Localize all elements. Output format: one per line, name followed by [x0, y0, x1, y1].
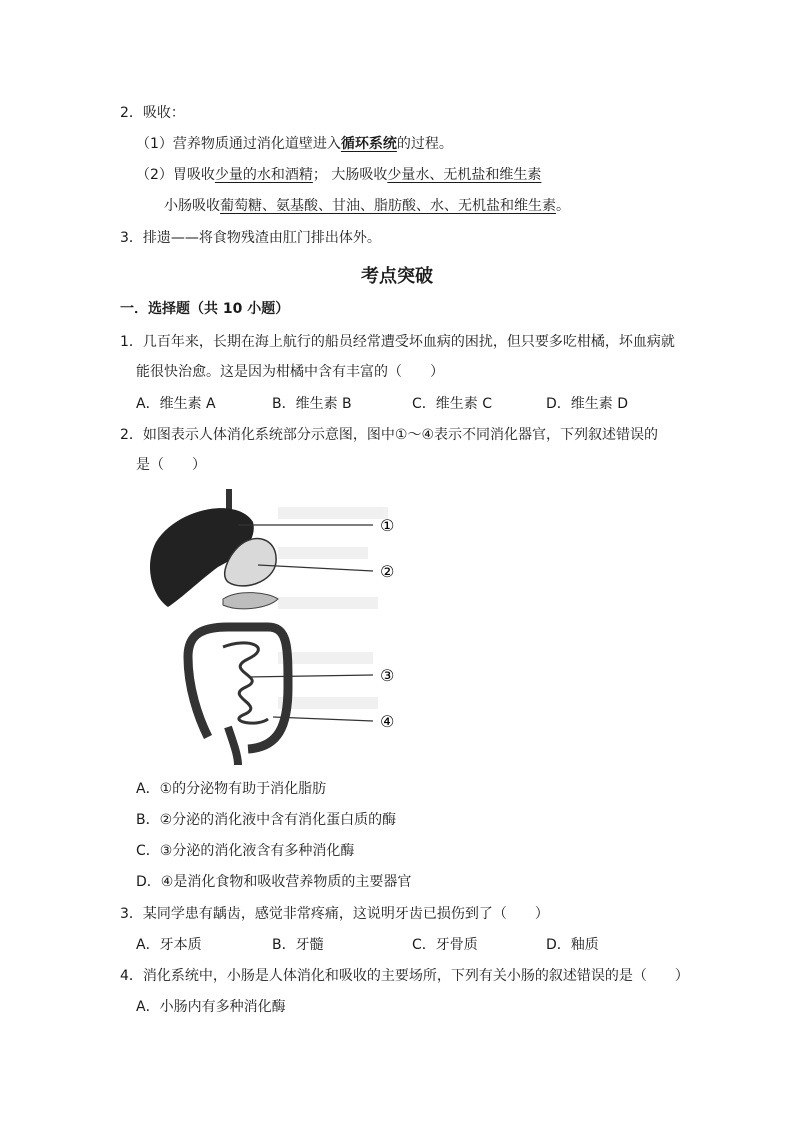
absorption-point-1	[136, 134, 453, 154]
label-4: ④	[380, 712, 395, 731]
pancreas-shape	[223, 593, 278, 609]
q1-line2: 能很快治愈。这是因为柑橘中含有丰富的（ ）	[136, 364, 444, 380]
absorption-point-3-post: 。	[556, 198, 570, 214]
absorption-point-3-pre: 小肠吸收	[164, 198, 220, 214]
rectum-shape	[228, 727, 238, 765]
q2-option-b: B．②分泌的消化液中含有消化蛋白质的酶	[136, 812, 397, 828]
q3-option-a: A．牙本质	[136, 937, 202, 953]
q3-option-d: D．釉质	[546, 937, 599, 953]
absorption-point-1-pre: （1）营养物质通过消化道壁进入	[136, 136, 341, 152]
q3-option-c: C．牙骨质	[412, 937, 478, 953]
small-intestine-shape	[223, 643, 268, 723]
section-subtitle: 一．选择题（共 10 小题）	[120, 301, 290, 317]
digestive-system-diagram	[128, 487, 418, 767]
label-2: ②	[380, 562, 395, 581]
q4-option-a: A．小肠内有多种消化酶	[136, 999, 286, 1015]
q1-option-b: B．维生素 B	[272, 396, 352, 412]
label-1: ①	[380, 516, 395, 535]
stomach-absorbs: 少量的水和酒精	[214, 167, 313, 183]
q1-line1: 1．几百年来，长期在海上航行的船员经常遭受坏血病的困扰，但只要多吃柑橘，坏血病就	[120, 334, 675, 350]
q2-line1: 2．如图表示人体消化系统部分示意图，图中①～④表示不同消化器官，下列叙述错误的	[120, 427, 659, 443]
q2-line2: 是（ ）	[136, 457, 206, 473]
leader-line-3	[248, 675, 373, 677]
absorption-point-2-pre: （2）胃吸收	[136, 167, 215, 183]
q1-option-d: D．维生素 D	[546, 396, 629, 412]
absorption-point-3	[164, 196, 570, 216]
large-intestine-shape	[188, 627, 288, 749]
absorption-point-2-mid: ； 大肠吸收	[312, 167, 388, 183]
section-title: 考点突破	[361, 266, 433, 287]
q2-option-a: A．①的分泌物有助于消化脂肪	[136, 781, 327, 797]
absorption-point-1-post: 的过程。	[396, 136, 453, 152]
q1-option-c: C．维生素 C	[412, 396, 493, 412]
label-3: ③	[380, 666, 395, 685]
q4-line1: 4．消化系统中，小肠是人体消化和吸收的主要场所，下列有关小肠的叙述错误的是（ ）	[120, 968, 689, 984]
q3-option-b: B．牙髓	[272, 937, 324, 953]
q2-option-c: C．③分泌的消化液含有多种消化酶	[136, 843, 355, 859]
circulatory-system-key: 循环系统	[340, 136, 397, 152]
background-noise	[278, 507, 388, 709]
large-intestine-absorbs: 少量水、无机盐和维生素	[387, 167, 542, 183]
q2-option-d: D．④是消化食物和吸收营养物质的主要器官	[136, 874, 412, 890]
small-intestine-absorbs: 葡萄糖、氨基酸、甘油、脂肪酸、水、无机盐和维生素	[220, 198, 556, 214]
absorption-point-2	[136, 165, 541, 185]
absorption-heading: 2．吸收：	[120, 105, 185, 121]
excretion-line: 3．排遗——将食物残渣由肛门排出体外。	[120, 230, 381, 246]
q1-option-a: A．维生素 A	[136, 396, 216, 412]
q3-line1: 3．某同学患有龋齿，感觉非常疼痛，这说明牙齿已损伤到了（ ）	[120, 906, 549, 922]
